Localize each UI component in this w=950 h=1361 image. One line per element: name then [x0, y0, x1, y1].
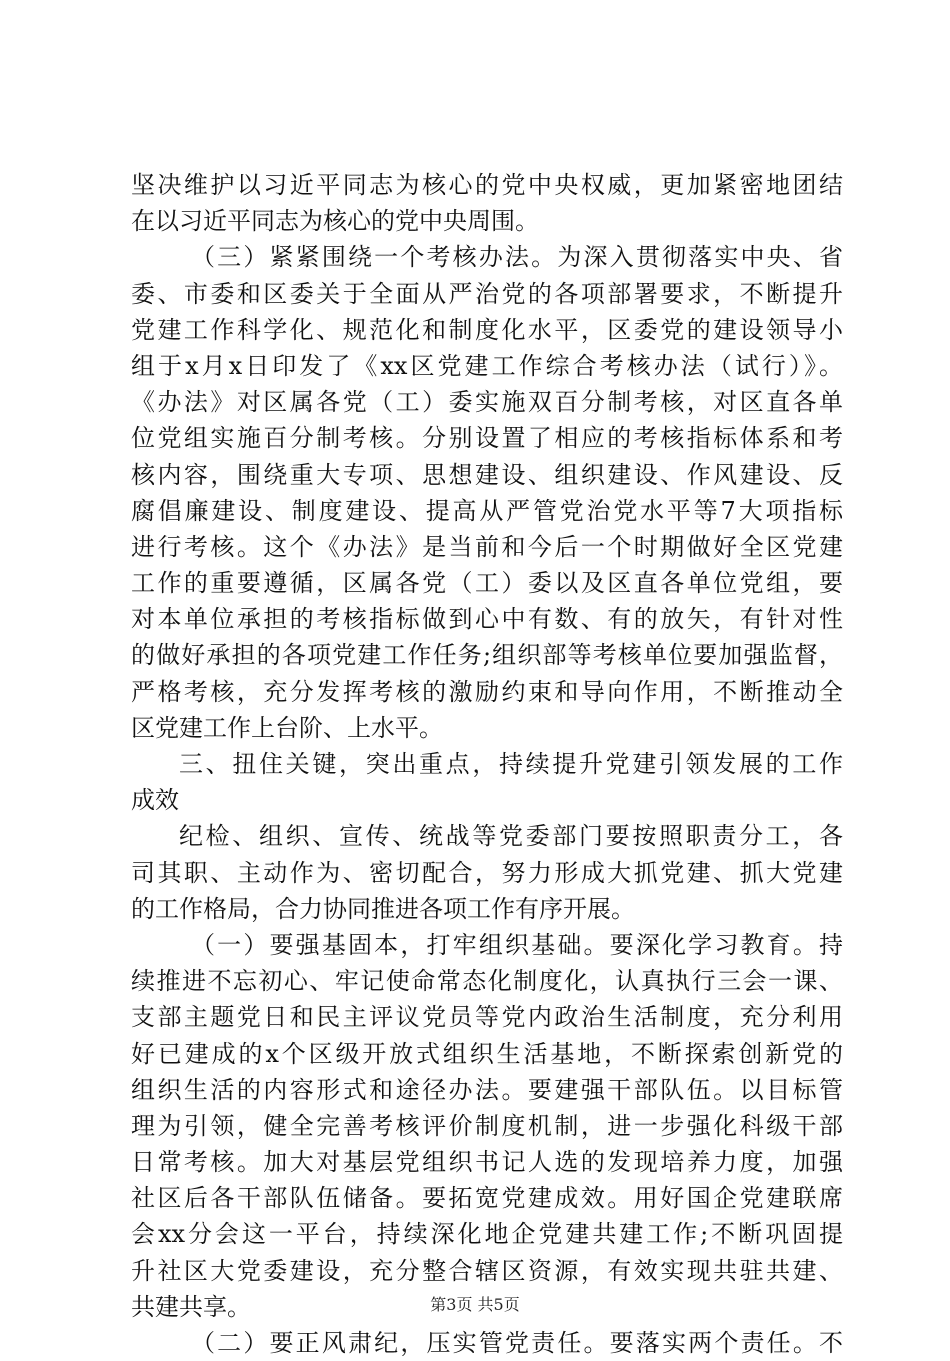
text-line: 在以习近平同志为核心的党中央周围。 [131, 207, 539, 236]
text-line: 《办法》对区属各党（工）委实施双百分制考核，对区直各单 [131, 388, 843, 417]
text-line: 核内容，围绕重大专项、思想建设、组织建设、作风建设、反 [131, 460, 843, 489]
text-line: 对本单位承担的考核指标做到心中有数、有的放矢，有针对性 [131, 605, 843, 634]
text-line: （二）要正风肃纪，压实管党责任。要落实两个责任。不 [191, 1329, 843, 1357]
text-line: 党建工作科学化、规范化和制度化水平，区委党的建设领导小 [131, 315, 843, 344]
text-line: 坚决维护以习近平同志为核心的党中央权威，更加紧密地团结 [131, 171, 843, 199]
page-footer: 第3页 共5页 [430, 1295, 520, 1314]
text-line: 的工作格局，合力协同推进各项工作有序开展。 [131, 894, 635, 923]
text-line: 续推进不忘初心、牢记使命常态化制度化，认真执行三会一课、 [131, 967, 843, 996]
text-line: 成效 [131, 786, 179, 815]
text-line: （三）紧紧围绕一个考核办法。为深入贯彻落实中央、省 [191, 243, 843, 272]
text-line: 支部主题党日和民主评议党员等党内政治生活制度，充分利用 [131, 1003, 843, 1032]
text-line: 组于x月x日印发了《xx区党建工作综合考核办法（试行）》。 [131, 351, 843, 380]
text-line: 三、扭住关键，突出重点，持续提升党建引领发展的工作 [179, 750, 843, 778]
document-body [131, 167, 843, 1361]
text-line: 好已建成的x个区级开放式组织生活基地，不断探索创新党的 [131, 1039, 843, 1068]
text-line: 升社区大党委建设，充分整合辖区资源，有效实现共驻共建、 [131, 1256, 843, 1285]
text-line: 委、市委和区委关于全面从严治党的各项部署要求，不断提升 [131, 279, 843, 308]
text-line: 进行考核。这个《办法》是当前和今后一个时期做好全区党建 [131, 532, 843, 561]
text-line: （一）要强基固本，打牢组织基础。要深化学习教育。持 [191, 930, 843, 959]
text-line: 腐倡廉建设、制度建设、提高从严管党治党水平等7大项指标 [131, 496, 843, 525]
text-line: 共建共享。 [131, 1292, 251, 1321]
text-line: 区党建工作上台阶、上水平。 [131, 713, 443, 742]
text-line: 社区后各干部队伍储备。要拓宽党建成效。用好国企党建联席 [131, 1184, 843, 1213]
text-line: 司其职、主动作为、密切配合，努力形成大抓党建、抓大党建 [131, 858, 843, 887]
text-line: 工作的重要遵循，区属各党（工）委以及区直各单位党组，要 [131, 569, 843, 598]
text-line: 理为引领，健全完善考核评价制度机制，进一步强化科级干部 [131, 1111, 843, 1140]
text-line: 会xx分会这一平台，持续深化地企党建共建工作;不断巩固提 [131, 1220, 843, 1249]
text-line: 严格考核，充分发挥考核的激励约束和导向作用，不断推动全 [131, 677, 843, 706]
text-line: 日常考核。加大对基层党组织书记人选的发现培养力度，加强 [131, 1148, 843, 1177]
text-line: 组织生活的内容形式和途径办法。要建强干部队伍。以目标管 [131, 1075, 843, 1104]
text-line: 的做好承担的各项党建工作任务;组织部等考核单位要加强监督， [131, 641, 843, 670]
text-line: 位党组实施百分制考核。分别设置了相应的考核指标体系和考 [131, 424, 843, 453]
text-line: 纪检、组织、宣传、统战等党委部门要按照职责分工，各 [179, 822, 843, 851]
